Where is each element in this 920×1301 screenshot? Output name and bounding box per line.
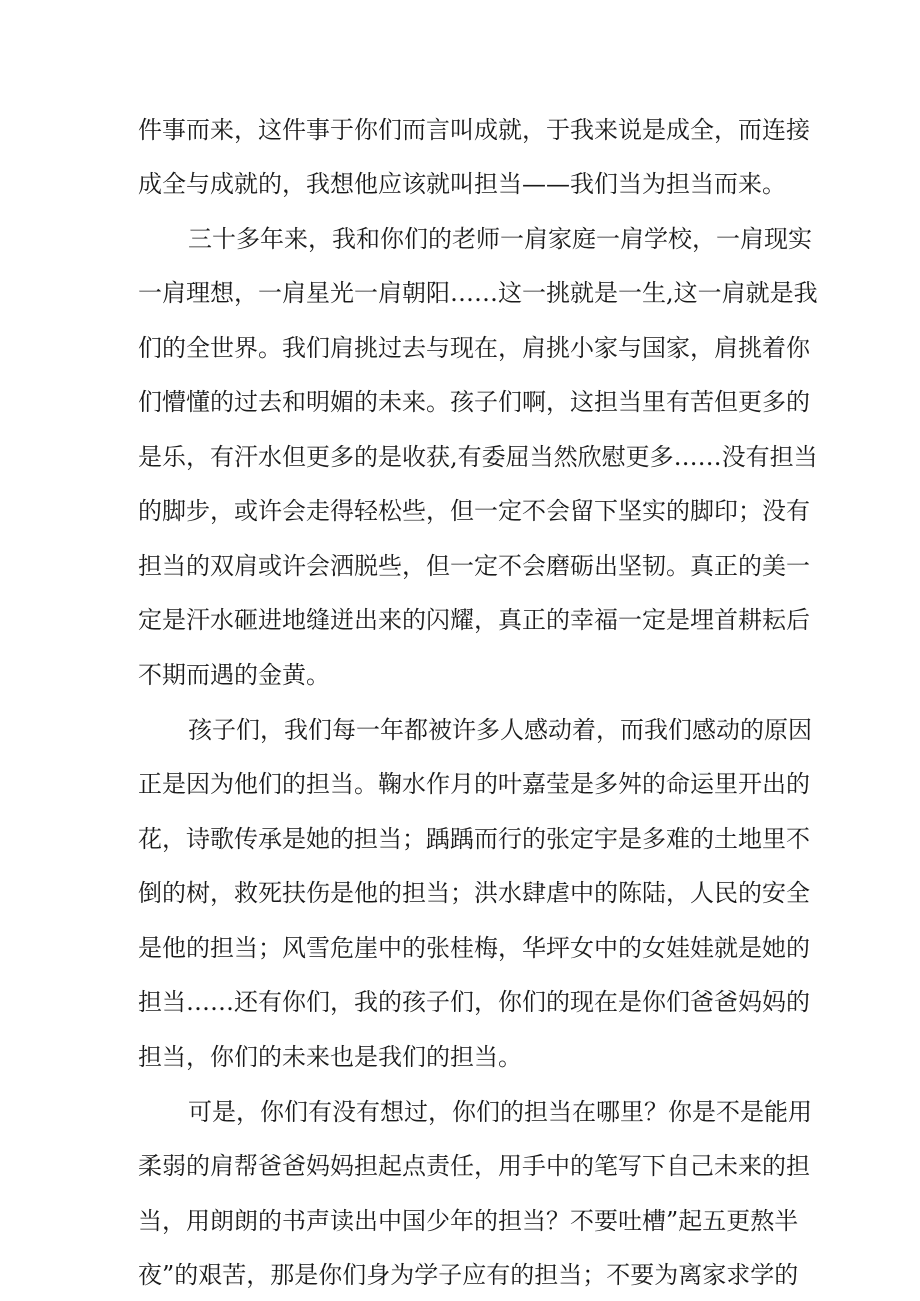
text-line: 正是因为他们的担当。鞠水作月的叶嘉莹是多舛的命运里开出的	[138, 770, 810, 798]
text-line: 是乐，有汗水但更多的是收获,有委屈当然欣慰更多……没有担当	[138, 443, 818, 471]
text-line: 担当……还有你们，我的孩子们，你们的现在是你们爸爸妈妈的	[138, 988, 810, 1016]
text-line: 当，用朗朗的书声读出中国少年的担当？不要吐槽”起五更熬半	[138, 1207, 799, 1235]
text-line: 夜”的艰苦，那是你们身为学子应有的担当；不要为离家求学的	[138, 1261, 799, 1289]
text-line: 担当，你们的未来也是我们的担当。	[138, 1043, 522, 1071]
text-line: 成全与成就的，我想他应该就叫担当——我们当为担当而来。	[138, 170, 786, 198]
paragraph-start-line: 孩子们，我们每一年都被许多人感动着，而我们感动的原因	[188, 716, 812, 744]
text-line: 的脚步，或许会走得轻松些，但一定不会留下坚实的脚印；没有	[138, 497, 810, 525]
text-line: 们的全世界。我们肩挑过去与现在，肩挑小家与国家，肩挑着你	[138, 334, 810, 362]
text-line: 不期而遇的金黄。	[138, 661, 330, 689]
text-line: 柔弱的肩帮爸爸妈妈担起点责任，用手中的笔写下自己未来的担	[138, 1152, 810, 1180]
text-line: 们懵懂的过去和明媚的未来。孩子们啊，这担当里有苦但更多的	[138, 388, 810, 416]
text-line: 件事而来，这件事于你们而言叫成就，于我来说是成全，而连接	[138, 116, 810, 144]
text-line: 一肩理想，一肩星光一肩朝阳……这一挑就是一生,这一肩就是我	[138, 279, 818, 307]
text-line: 倒的树，救死扶伤是他的担当；洪水肆虐中的陈陆，人民的安全	[138, 879, 810, 907]
text-line: 定是汗水砸进地缝迸出来的闪耀，真正的幸福一定是埋首耕耘后	[138, 606, 810, 634]
paragraph-start-line: 三十多年来，我和你们的老师一肩家庭一肩学校，一肩现实	[188, 225, 812, 253]
text-line: 花，诗歌传承是她的担当；踽踽而行的张定宇是多难的土地里不	[138, 825, 810, 853]
paragraph-start-line: 可是，你们有没有想过，你们的担当在哪里？你是不是能用	[188, 1098, 812, 1126]
text-line: 是他的担当；风雪危崖中的张桂梅，华坪女中的女娃娃就是她的	[138, 934, 810, 962]
text-line: 担当的双肩或许会洒脱些，但一定不会磨砺出坚韧。真正的美一	[138, 552, 810, 580]
